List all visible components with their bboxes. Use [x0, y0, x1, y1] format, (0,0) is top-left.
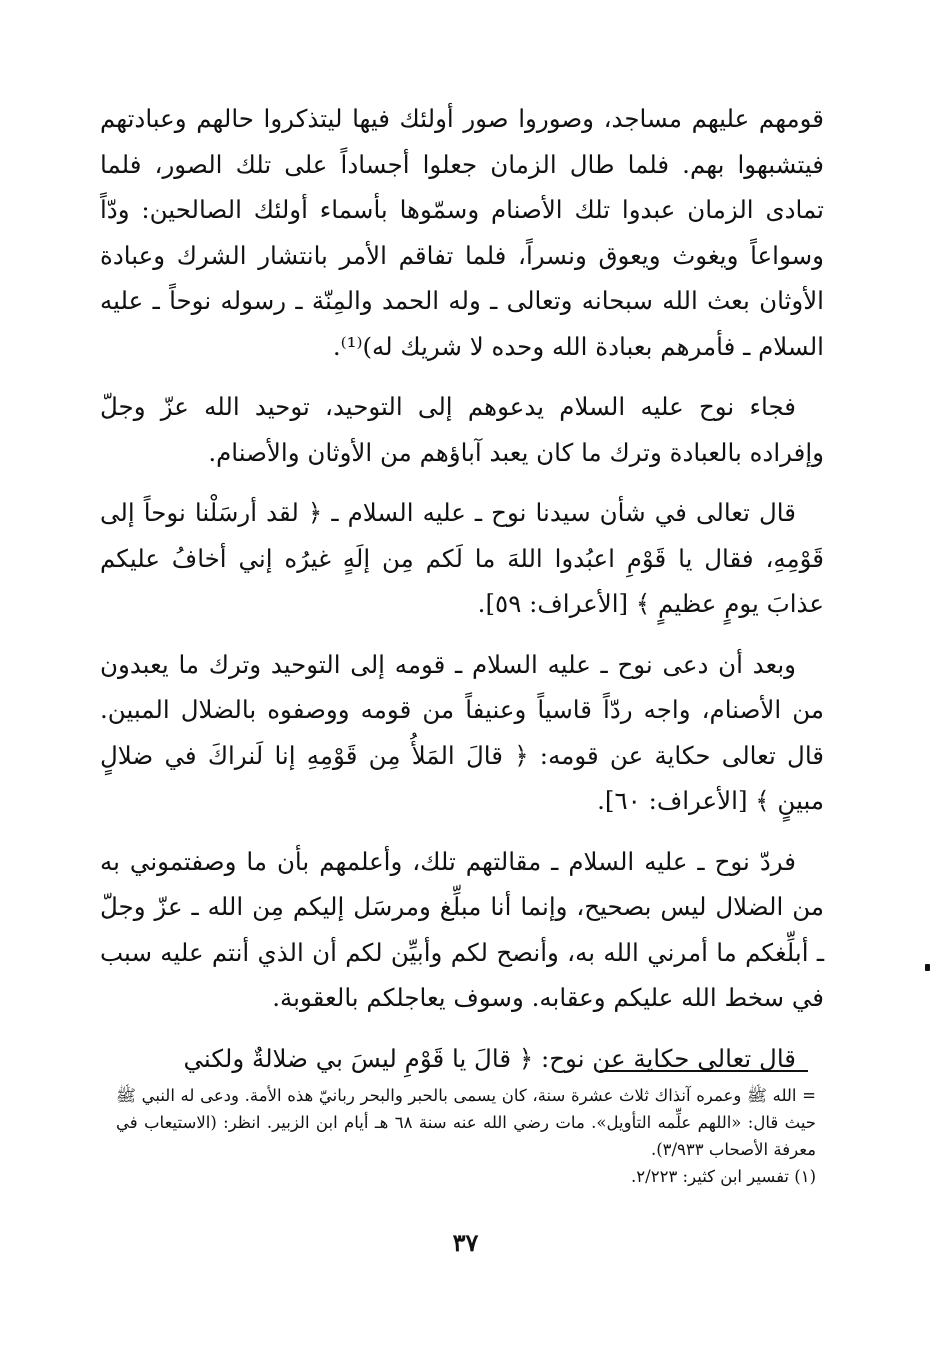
paragraph-3: قال تعالى في شأن سيدنا نوح ـ عليه السلام ـ ﴿ لقد أرسَلْنا نوحاً إلى قَوْمِهِ، فقال يا قَوْمِ اعبُدوا اللهَ ما لَكم مِن إلَهٍ غيرُه إني أخافُ عليكم عذابَ يومٍ عظيمٍ ﴾ [الأعراف: ٥٩]. [100, 498, 824, 618]
footnote-1: (١) تفسير ابن كثير: ٢/٢٢٣. [631, 1167, 816, 1186]
margin-mark [925, 964, 930, 971]
main-text [100, 96, 824, 1096]
page-number: ٣٧ [452, 1228, 479, 1257]
paragraph-2: فجاء نوح عليه السلام يدعوهم إلى التوحيد، توحيد الله عزّ وجلّ وإفراده بالعبادة وترك ما كان يعبد آباؤهم من الأوثان والأصنام. [100, 392, 824, 467]
paragraph-5: فردّ نوح ـ عليه السلام ـ مقالتهم تلك، وأعلمهم بأن ما وصفتموني به من الضلال ليس بصحيح، وإنما أنا مبلِّغ ومرسَل إليكم مِن الله ـ عزّ وجلّ ـ أبلِّغكم ما أمرني الله به، وأنصح لكم وأبيِّن لكم أن الذي أنتم عليه سبب في سخط الله عليكم وعقابه. وسوف يعاجلكم بالعقوبة. [100, 846, 824, 1012]
paragraph-6: قال تعالى حكاية عن نوح: ﴿ قالَ يا قَوْمِ ليسَ بي ضلالةٌ ولكني [183, 1043, 796, 1073]
footnote-divider [600, 1070, 808, 1072]
footnote-continuation: = الله ﷺ وعمره آنذاك ثلاث عشرة سنة، كان يسمى بالحبر والبحر ربانيّ هذه الأمة. ودعى له النبي ﷺ حيث قال: «اللهم علِّمه التأويل». مات رضي الله عنه سنة ٦٨ هـ أيام ابن الزبير. انظر: (الاستيعاب في معرفة الأصحاب ٣/٩٣٣). [116, 1086, 817, 1159]
paragraph-4: وبعد أن دعى نوح ـ عليه السلام ـ قومه إلى التوحيد وترك ما يعبدون من الأصنام، واجه ردّاً قاسياً وعنيفاً من قومه ووصفوه بالضلال المبين. قال تعالى حكاية عن قومه: ﴿ قالَ المَلأُ مِن قَوْمِهِ إنا لَنراكَ في ضلالٍ مبينٍ ﴾ [الأعراف: ٦٠]. [100, 649, 824, 815]
paragraph-1: قومهم عليهم مساجد، وصوروا صور أولئك فيها ليتذكروا حالهم وعبادتهم فيتشبهوا بهم. فلما طال الزمان جعلوا أجساداً على تلك الصور، فلما تمادى الزمان عبدوا تلك الأصنام وسمّوها بأسماء أولئك الصالحين: ودّاً وسواعاً ويغوث ويعوق ونسراً، فلما تفاقم الأمر بانتشار الشرك وعبادة الأوثان بعث الله سبحانه وتعالى ـ وله الحمد والمِنّة ـ رسوله نوحاً ـ عليه السلام ـ فأمرهم بعبادة الله وحده لا شريك له)⁽¹⁾. [100, 104, 824, 361]
footnotes [116, 1082, 816, 1190]
